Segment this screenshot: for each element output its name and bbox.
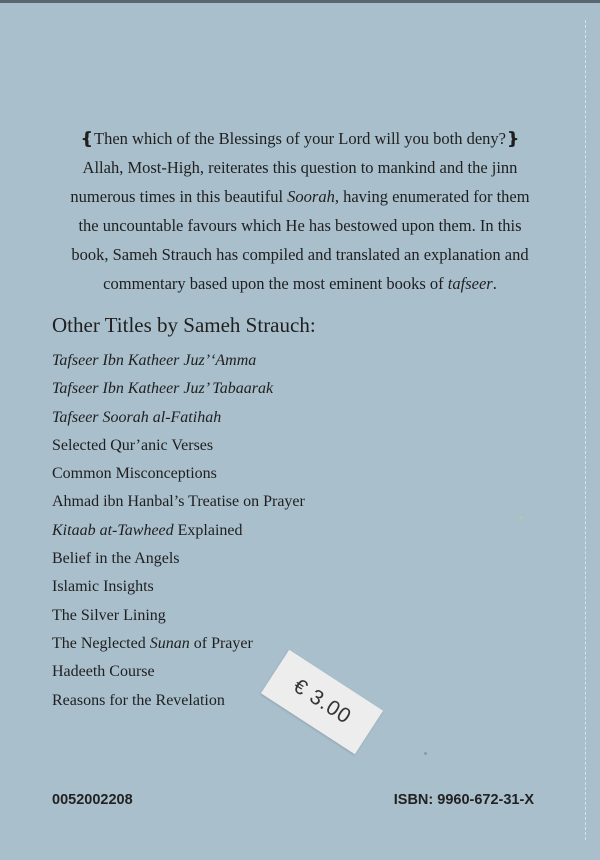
title-text: Belief in the Angels xyxy=(52,550,180,568)
list-item xyxy=(52,545,305,573)
title-text: Explained xyxy=(173,521,243,539)
blurb-italic-term: tafseer xyxy=(447,274,493,293)
list-item xyxy=(52,432,305,460)
blurb-quote-line xyxy=(50,124,550,153)
title-text: Selected Qur’anic Verses xyxy=(52,436,214,454)
list-item xyxy=(52,404,305,432)
title-italic: Tafseer Soorah al-Fatihah xyxy=(52,408,222,426)
barcode-number: 0052002208 xyxy=(52,792,133,808)
blurb-line xyxy=(50,182,550,211)
list-item xyxy=(52,460,305,488)
title-text: Reasons for the Revelation xyxy=(52,691,225,709)
blurb-text: numerous times in this beautiful xyxy=(70,187,288,206)
quote-open-bracket: ❴ xyxy=(80,129,94,148)
price-label: € 3.00 xyxy=(289,674,356,729)
blurb-line xyxy=(50,269,550,298)
blurb-text: commentary based upon the most eminent books of xyxy=(103,274,448,293)
title-text: Common Misconceptions xyxy=(52,465,217,483)
paper-speck xyxy=(520,516,523,519)
isbn-label: ISBN: 9960-672-31-X xyxy=(393,792,534,808)
blurb-line: book, Sameh Strauch has compiled and translated an explanation and xyxy=(71,245,529,264)
blurb-italic-term: Soorah xyxy=(287,187,335,206)
list-item xyxy=(52,630,305,658)
title-italic: Tafseer Ibn Katheer Juz’ Tabaarak xyxy=(52,380,274,398)
title-text: Hadeeth Course xyxy=(52,663,155,681)
price-sticker xyxy=(261,650,383,755)
title-text: Islamic Insights xyxy=(52,578,154,596)
title-italic: Kitaab at-Tawheed xyxy=(52,521,174,539)
list-item xyxy=(52,488,305,516)
list-item xyxy=(52,517,305,545)
title-text: The Silver Lining xyxy=(52,606,166,624)
list-item xyxy=(52,602,305,630)
other-titles-list xyxy=(52,347,305,715)
title-italic: Sunan xyxy=(149,634,190,652)
blurb-text: . xyxy=(492,274,497,293)
other-titles-heading: Other Titles by Sameh Strauch: xyxy=(52,313,316,337)
cover-fold-line xyxy=(584,20,586,840)
list-item xyxy=(52,573,305,601)
blurb-quote-text: Then which of the Blessings of your Lord will you both deny? xyxy=(94,129,506,148)
quote-close-bracket: ❵ xyxy=(505,129,520,148)
title-text: of Prayer xyxy=(189,634,253,652)
paper-speck xyxy=(424,752,427,755)
blurb-text: , having enumerated for them xyxy=(334,187,530,206)
list-item xyxy=(52,375,305,403)
cover-top-edge xyxy=(0,0,600,3)
back-cover-blurb xyxy=(50,124,550,298)
title-text: Ahmad ibn Hanbal’s Treatise on Prayer xyxy=(52,493,305,511)
list-item xyxy=(52,347,305,375)
title-text: The Neglected xyxy=(52,634,150,652)
blurb-line: Allah, Most-High, reiterates this question to mankind and the jinn xyxy=(82,158,518,177)
title-italic: Tafseer Ibn Katheer Juz’‘Amma xyxy=(52,352,257,369)
blurb-line: the uncountable favours which He has bestowed upon them. In this xyxy=(78,216,522,235)
